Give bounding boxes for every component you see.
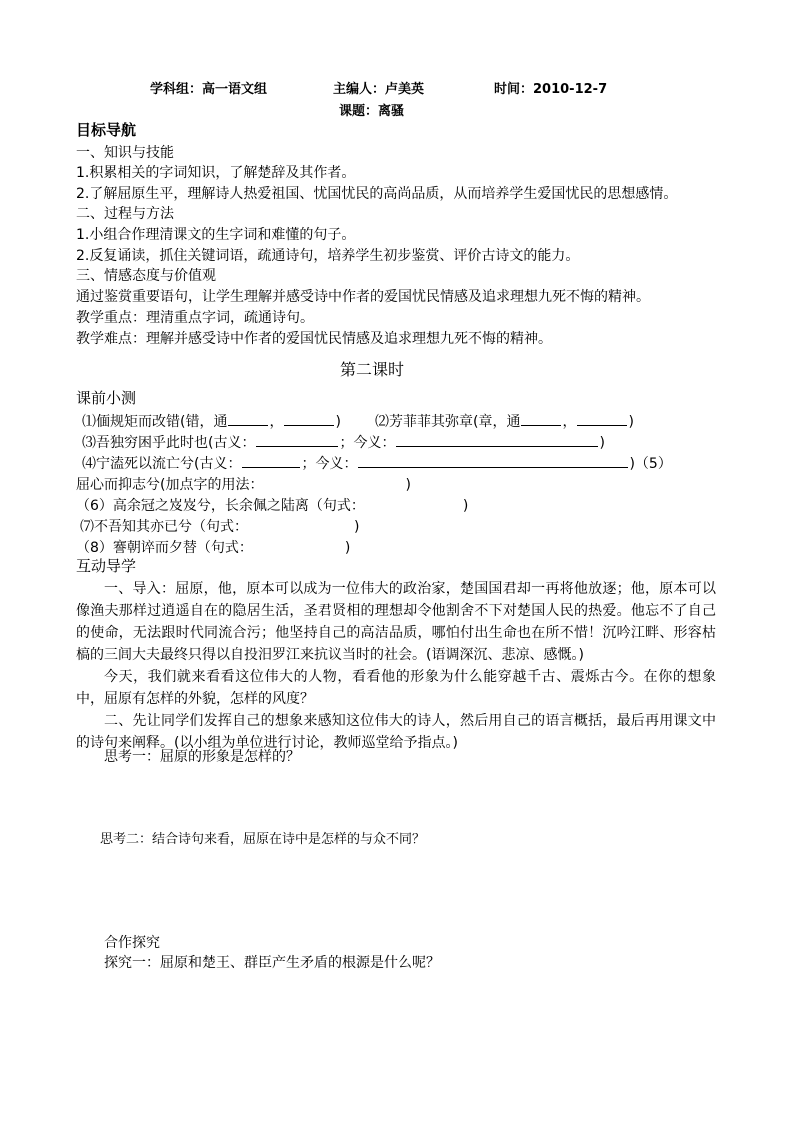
pretest-question-6: （6）高余冠之岌岌兮，长余佩之陆离（句式： ) bbox=[76, 498, 469, 514]
answer-blank[interactable] bbox=[396, 433, 598, 447]
pretest-question-4: ⑷宁溘死以流亡兮(古义： ；今义： )（5） bbox=[82, 456, 672, 472]
process-item-1: 1.小组合作理清课文的生字词和难懂的句子。 bbox=[76, 227, 356, 243]
guide-intro-paragraph: 一、导入：屈原，他，原本可以成为一位伟大的政治家，楚国国君却一再将他放逐；他，原本可以像渔夫那样过逍遥自在的隐居生活，圣君贤相的理想却令他割舍不下对楚国人民的热爱。他忘不了自己的使命，无法跟时代同流合污；他坚持自己的高洁品质，哪怕付出生命也在所不惜！沉吟江畔、形容枯槁的三闾大夫最终只得以自投汨罗江来抗议当时的社会。(语调深沉、悲凉、感慨。) bbox=[76, 581, 716, 663]
knowledge-section-title: 一、知识与技能 bbox=[76, 145, 174, 161]
teaching-key-point: 教学重点：理清重点字词，疏通诗句。 bbox=[76, 310, 314, 326]
answer-blank[interactable] bbox=[242, 454, 300, 468]
pretest-title: 课前小测 bbox=[76, 389, 137, 407]
lesson-title: 第二课时 bbox=[340, 360, 405, 379]
think-question-1: 思考一：屈原的形象是怎样的？ bbox=[104, 749, 300, 765]
explore-question-1: 探究一：屈原和楚王、群臣产生矛盾的根源是什么呢？ bbox=[104, 955, 440, 971]
pretest-question-8: （8）謇朝谇而夕替（句式： ) bbox=[76, 540, 351, 556]
guide-step2-paragraph: 二、先让同学们发挥自己的想象来感知这位伟大的诗人，然后用自己的语言概括，最后再用课文中的诗句来阐释。(以小组为单位进行讨论，教师巡堂给予指点。) bbox=[76, 713, 716, 751]
process-item-2: 2.反复诵读，抓住关键词语，疏通诗句，培养学生初步鉴赏、评价古诗文的能力。 bbox=[76, 248, 580, 264]
answer-blank[interactable] bbox=[358, 454, 628, 468]
think-question-2: 思考二：结合诗句来看，屈原在诗中是怎样的与众不同？ bbox=[100, 832, 426, 847]
answer-blank[interactable] bbox=[577, 412, 627, 426]
knowledge-item-2: 2.了解屈原生平，理解诗人热爱祖国、忧国忧民的高尚品质，从而培养学生爱国忧民的思想感情。 bbox=[76, 186, 678, 202]
pretest-question-5: 屈心而抑志兮(加点字的用法： ) bbox=[76, 477, 411, 493]
editor-name: 主编人：卢美英 bbox=[333, 82, 425, 97]
topic: 课题：离骚 bbox=[339, 104, 405, 119]
answer-blank[interactable] bbox=[228, 412, 268, 426]
coop-title: 合作探究 bbox=[104, 935, 160, 951]
goals-title: 目标导航 bbox=[76, 121, 137, 139]
subject-group: 学科组：高一语文组 bbox=[150, 82, 268, 97]
answer-blank[interactable] bbox=[521, 412, 561, 426]
knowledge-item-1: 1.积累相关的字词知识，了解楚辞及其作者。 bbox=[76, 165, 356, 181]
pretest-question-3: ⑶吾独穷困乎此时也(古义： ；今义： ) bbox=[82, 435, 605, 451]
pretest-question-2: ⑵芳菲菲其弥章(章，通 ， ) bbox=[375, 414, 634, 430]
guide-title: 互动导学 bbox=[76, 557, 137, 575]
teaching-difficulty: 教学难点：理解并感受诗中作者的爱国忧民情感及追求理想九死不悔的精神。 bbox=[76, 331, 552, 347]
emotion-section-title: 三、情感态度与价值观 bbox=[76, 268, 216, 284]
pretest-question-1: ⑴偭规矩而改错(错，通 ， ) bbox=[82, 414, 341, 430]
guide-today-paragraph: 今天，我们就来看看这位伟大的人物，看看他的形象为什么能穿越千古、震烁古今。在你的想象中，屈原有怎样的外貌，怎样的风度？ bbox=[76, 669, 716, 707]
date: 时间：2010-12-7 bbox=[494, 82, 608, 97]
process-section-title: 二、过程与方法 bbox=[76, 206, 174, 222]
answer-blank[interactable] bbox=[256, 433, 338, 447]
answer-blank[interactable] bbox=[284, 412, 334, 426]
emotion-item-1: 通过鉴赏重要语句，让学生理解并感受诗中作者的爱国忧民情感及追求理想九死不悔的精神。 bbox=[76, 289, 650, 305]
pretest-question-7: ⑺不吾知其亦已兮（句式： ) bbox=[80, 519, 360, 535]
